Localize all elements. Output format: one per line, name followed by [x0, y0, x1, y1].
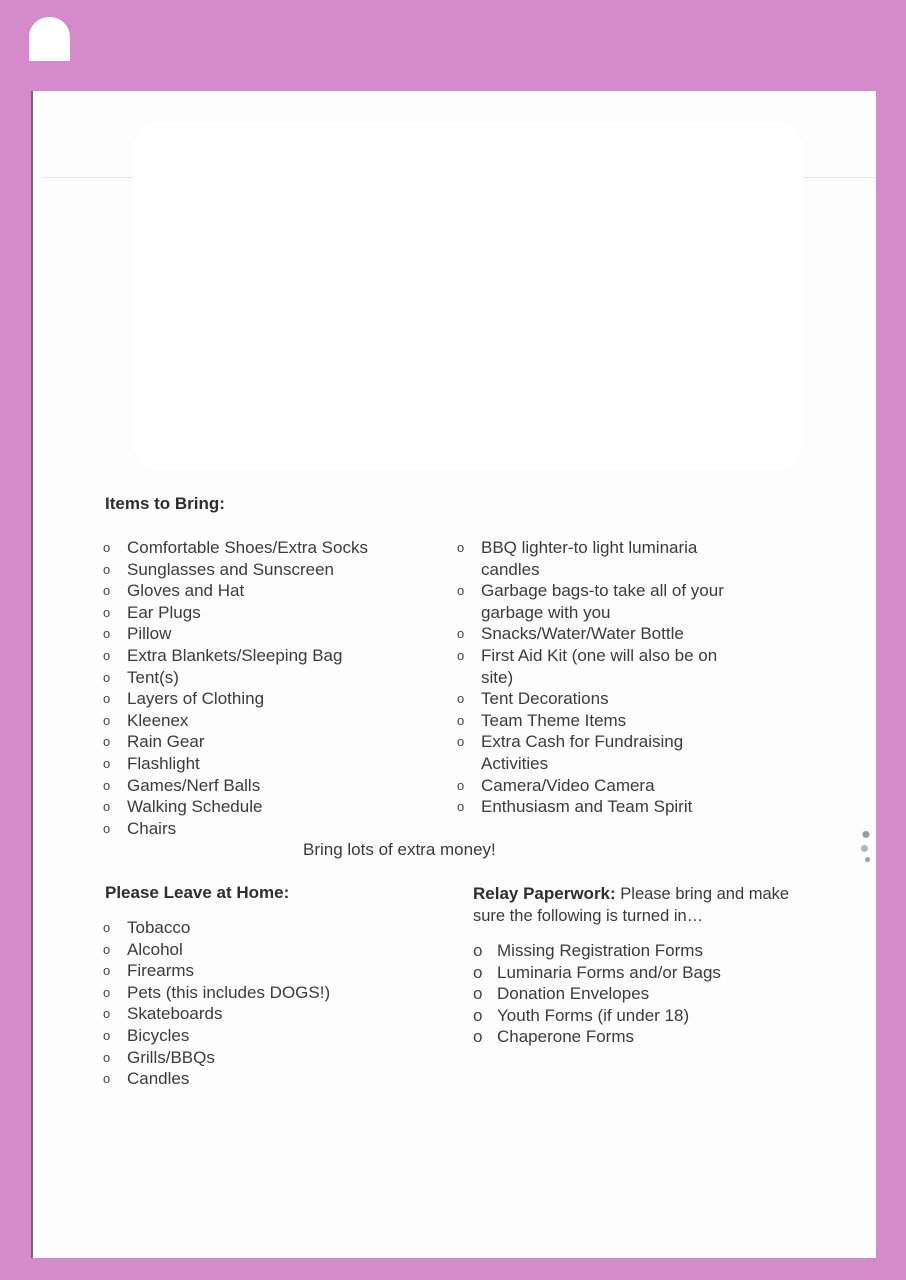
list-item-text: Rain Gear — [127, 732, 205, 752]
list-item — [457, 688, 747, 710]
list-item — [103, 818, 433, 840]
list-item — [103, 710, 433, 732]
list-item — [473, 1026, 793, 1048]
scan-speck — [858, 812, 874, 868]
list-item — [103, 580, 433, 602]
bullet-icon: o — [457, 799, 465, 815]
list-item — [457, 775, 747, 797]
bullet-icon: o — [457, 691, 465, 707]
tab-shape-decoration — [29, 17, 70, 61]
list-item — [473, 1005, 793, 1027]
list-item — [457, 796, 747, 818]
list-item-text: Chaperone Forms — [497, 1027, 635, 1047]
list-item — [103, 1047, 423, 1069]
relay-paperwork-intro: Please bring and make sure the following is turned in… — [473, 885, 790, 925]
list-item-text: Camera/Video Camera — [481, 775, 655, 795]
list-item-text: Donation Envelopes — [497, 984, 650, 1004]
bullet-icon: o — [473, 962, 483, 982]
list-item-text: Games/Nerf Balls — [127, 775, 261, 795]
extra-money-note: Bring lots of extra money! — [303, 840, 496, 859]
list-item — [457, 731, 747, 774]
list-item — [103, 667, 433, 689]
bullet-icon: o — [103, 712, 111, 728]
list-item-text: Comfortable Shoes/Extra Socks — [127, 538, 368, 557]
list-item-text: BBQ lighter-to light luminaria candles — [481, 538, 698, 579]
list-item-text: Layers of Clothing — [127, 689, 265, 709]
list-item — [103, 917, 423, 939]
bullet-icon: o — [103, 820, 111, 836]
list-item-text: Skateboards — [127, 1004, 223, 1024]
list-item — [103, 960, 423, 982]
bullet-icon: o — [103, 1027, 111, 1043]
bullet-icon: o — [103, 755, 111, 771]
bullet-icon: o — [103, 583, 111, 599]
list-item-text: Luminaria Forms and/or Bags — [497, 962, 721, 982]
bullet-icon: o — [473, 1005, 483, 1025]
bullet-icon: o — [103, 799, 111, 815]
list-item-text: Sunglasses and Sunscreen — [127, 559, 334, 579]
bullet-icon: o — [103, 734, 111, 750]
bullet-icon: o — [457, 777, 465, 793]
bullet-icon: o — [103, 963, 111, 979]
list-item — [103, 1025, 423, 1047]
list-item — [103, 753, 433, 775]
bullet-icon: o — [103, 920, 111, 935]
bullet-icon: o — [457, 540, 465, 555]
list-item — [473, 962, 793, 984]
list-item-text: First Aid Kit (one will also be on site) — [481, 645, 718, 687]
list-item — [457, 580, 747, 623]
items-to-bring-right-list — [457, 537, 747, 818]
bullet-icon: o — [103, 561, 111, 577]
bullet-icon: o — [103, 691, 111, 707]
list-item — [103, 1068, 423, 1090]
list-item — [103, 796, 433, 818]
list-item-text: Enthusiasm and Team Spirit — [481, 797, 693, 817]
list-item-text: Garbage bags-to take all of your garbage with you — [481, 581, 724, 622]
list-item — [103, 559, 433, 581]
list-item-text: Missing Registration Forms — [497, 941, 703, 960]
bullet-icon: o — [103, 777, 111, 793]
list-item-text: Chairs — [127, 818, 177, 838]
bullet-icon: o — [103, 1006, 111, 1022]
bullet-icon: o — [103, 1071, 111, 1087]
bullet-icon: o — [457, 712, 465, 728]
list-item — [473, 940, 793, 962]
list-item-text: Snacks/Water/Water Bottle — [481, 624, 684, 644]
list-item — [103, 1003, 423, 1025]
list-item-text: Grills/BBQs — [127, 1047, 215, 1067]
list-item — [103, 939, 423, 961]
bullet-icon: o — [103, 984, 111, 1000]
list-item-text: Firearms — [127, 961, 195, 981]
list-item — [103, 602, 433, 624]
list-item-text: Alcohol — [127, 939, 183, 959]
leave-at-home-heading: Please Leave at Home: — [105, 883, 290, 902]
list-item-text: Candles — [127, 1069, 190, 1089]
relay-paperwork-heading: Relay Paperwork: — [473, 884, 616, 903]
bullet-icon: o — [103, 604, 111, 620]
list-item — [103, 537, 433, 559]
list-item-text: Kleenex — [127, 710, 189, 730]
list-item-text: Walking Schedule — [127, 797, 263, 817]
list-item-text: Ear Plugs — [127, 602, 201, 622]
list-item-text: Tent Decorations — [481, 689, 609, 709]
list-item-text: Tobacco — [127, 918, 191, 937]
list-item-text: Extra Cash for Fundraising Activities — [481, 732, 684, 773]
leave-at-home-list — [103, 917, 423, 1090]
list-item — [457, 710, 747, 732]
bullet-icon: o — [103, 941, 111, 957]
list-item — [103, 731, 433, 753]
relay-paperwork-block — [473, 883, 793, 927]
list-item — [457, 645, 747, 688]
list-item — [473, 983, 793, 1005]
bullet-icon: o — [103, 626, 111, 642]
bullet-icon: o — [103, 540, 111, 555]
list-item — [103, 688, 433, 710]
list-item-text: Tent(s) — [127, 667, 179, 687]
list-item — [457, 623, 747, 645]
bullet-icon: o — [473, 984, 483, 1004]
relay-paperwork-list — [473, 940, 793, 1048]
list-item-text: Extra Blankets/Sleeping Bag — [127, 645, 343, 665]
list-item-text: Flashlight — [127, 753, 200, 773]
bullet-icon: o — [103, 669, 111, 685]
list-item-text: Pets (this includes DOGS!) — [127, 982, 331, 1002]
bullet-icon: o — [457, 647, 465, 663]
list-item-text: Bicycles — [127, 1025, 190, 1045]
bullet-icon: o — [473, 1027, 483, 1047]
items-to-bring-heading: Items to Bring: — [105, 494, 225, 513]
list-item — [103, 645, 433, 667]
list-item — [457, 537, 747, 580]
list-item — [103, 982, 423, 1004]
bullet-icon: o — [457, 583, 465, 599]
bullet-icon: o — [473, 941, 483, 960]
list-item-text: Pillow — [127, 624, 172, 644]
list-item-text: Gloves and Hat — [127, 581, 245, 601]
list-item — [103, 775, 433, 797]
list-item — [103, 623, 433, 645]
list-item-text: Team Theme Items — [481, 710, 627, 730]
bullet-icon: o — [103, 647, 111, 663]
items-to-bring-left-list — [103, 537, 433, 839]
bullet-icon: o — [457, 626, 465, 642]
bullet-icon: o — [457, 734, 465, 750]
blank-area — [133, 121, 803, 471]
bullet-icon: o — [103, 1049, 111, 1065]
list-item-text: Youth Forms (if under 18) — [497, 1005, 690, 1025]
